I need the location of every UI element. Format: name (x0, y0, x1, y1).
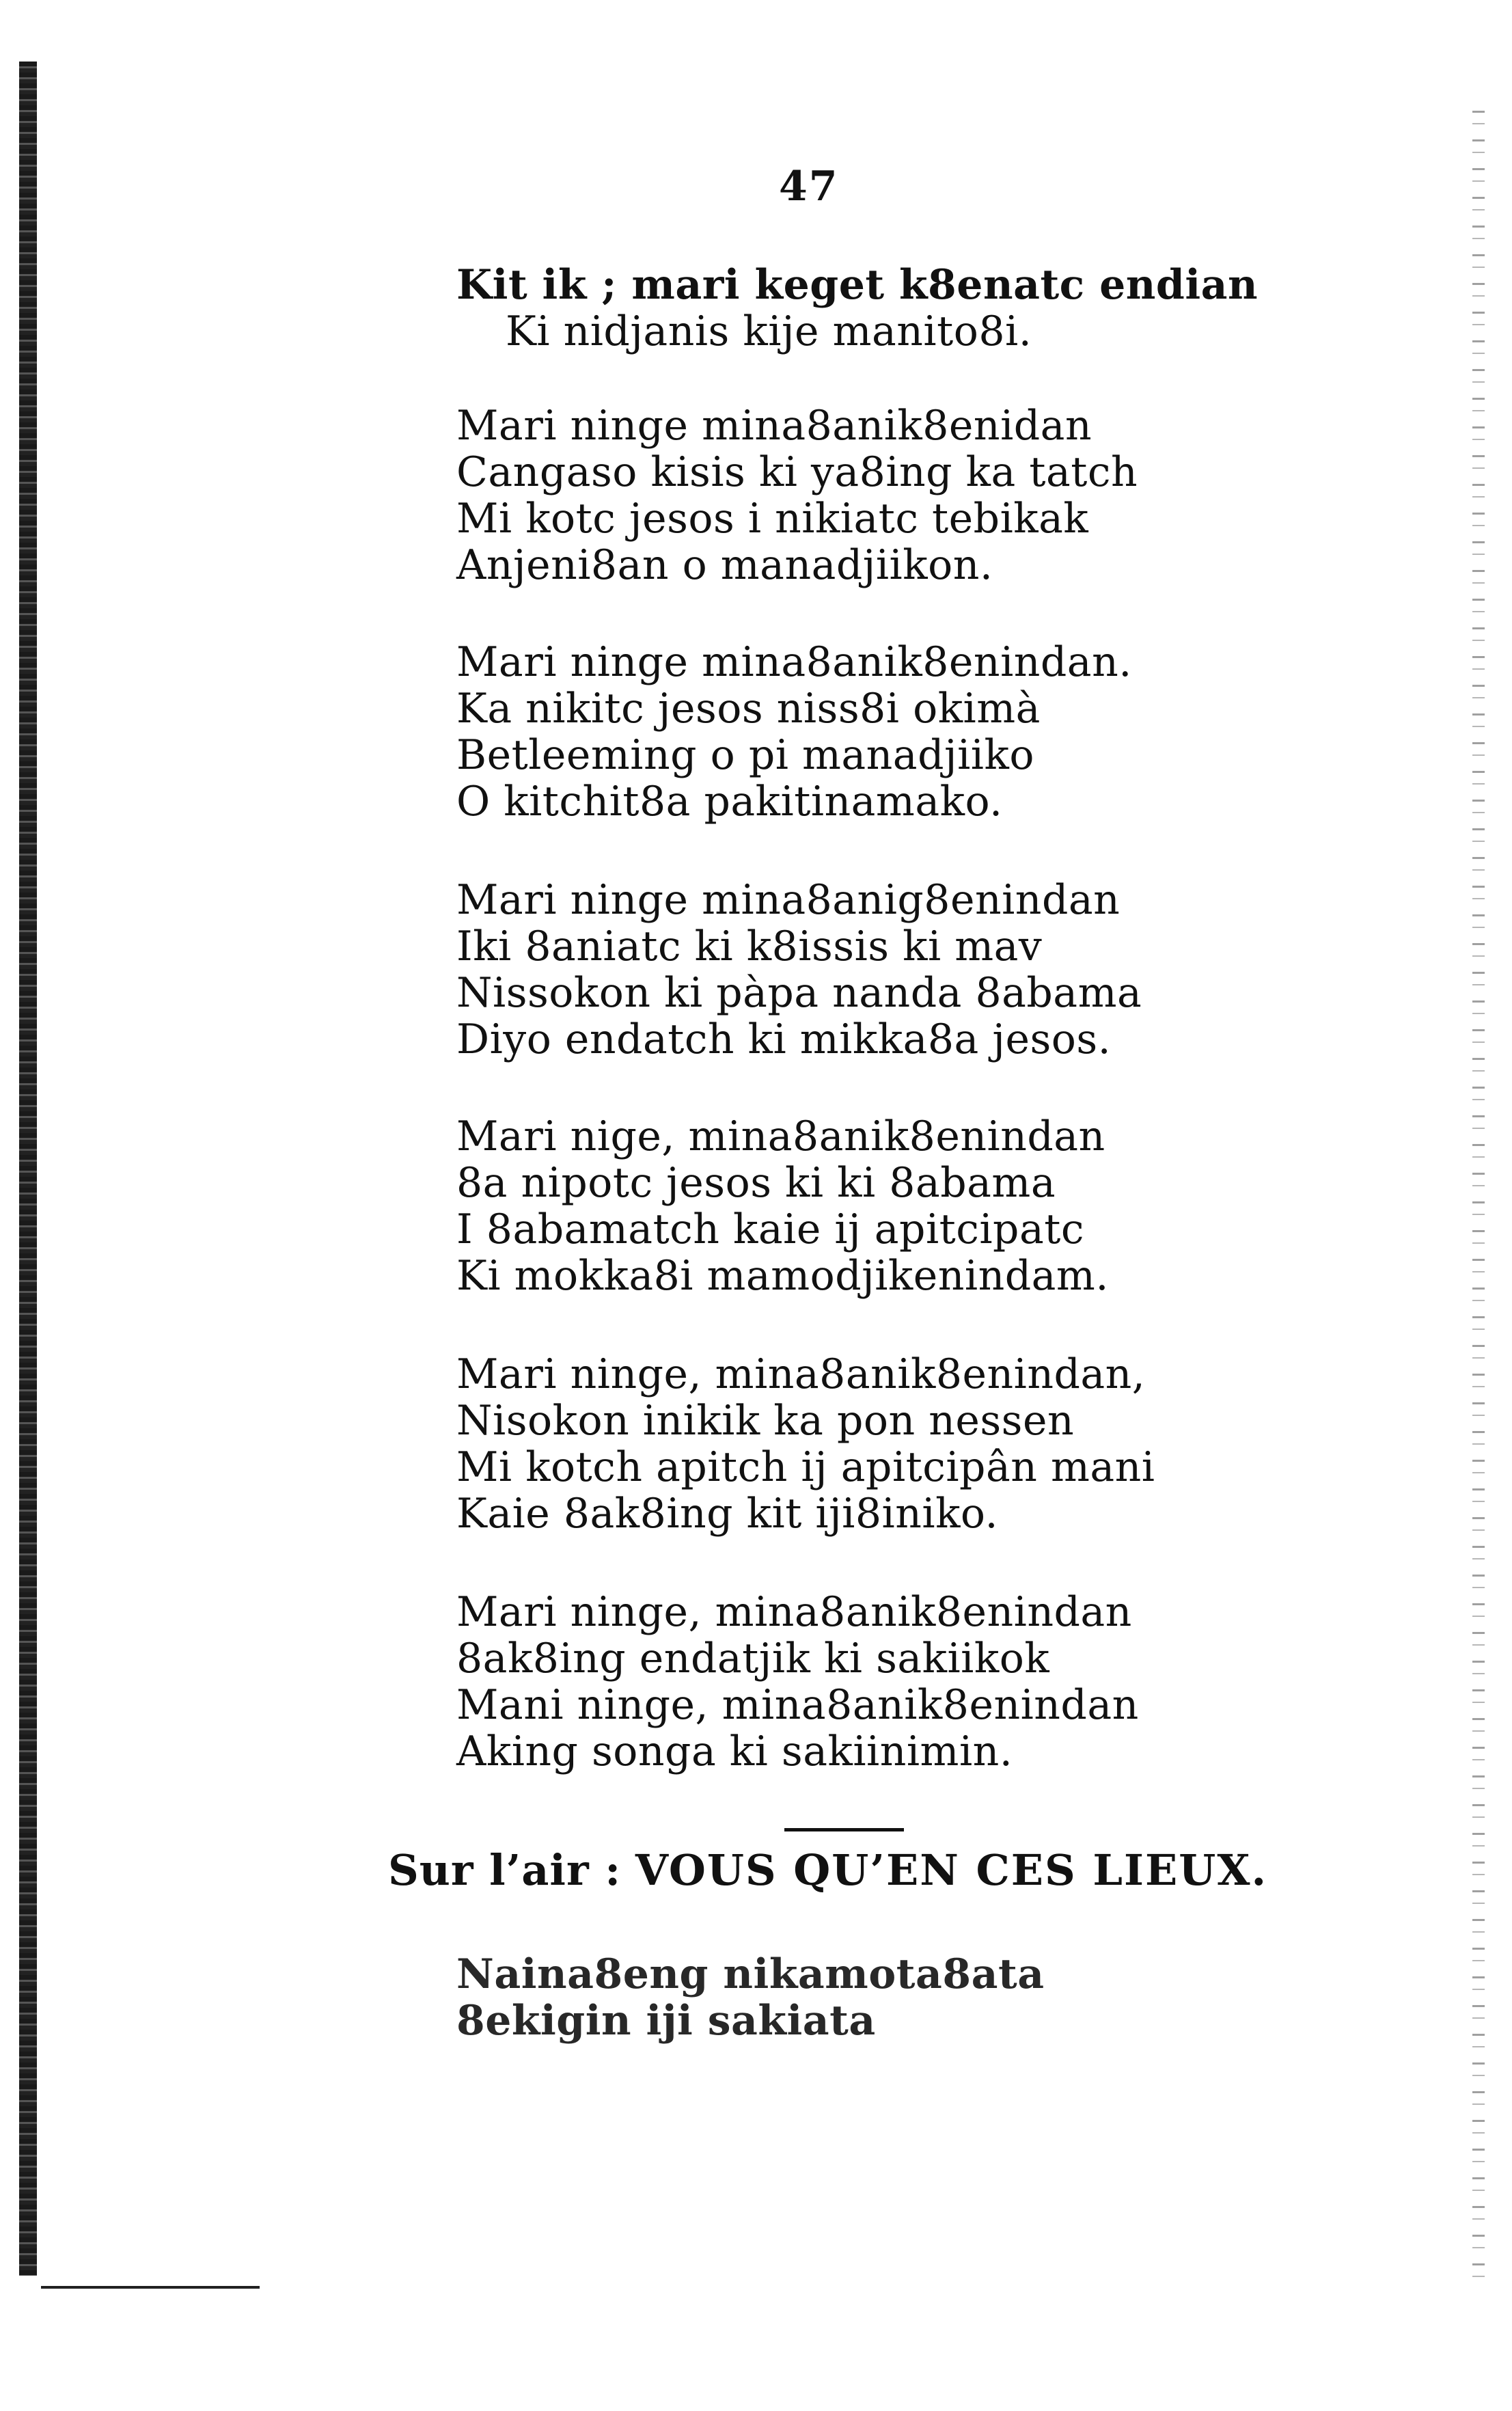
intro-line-1: Kit ik ; mari keget k8enatc endian (456, 261, 1259, 309)
stanza-5-line-1: Mari ninge, mina8anik8enindan, (456, 1350, 1146, 1398)
stanza-2-line-2: Ka nikitc jesos niss8i okimà (456, 685, 1041, 733)
stanza-5-line-4: Kaie 8ak8ing kit iji8iniko. (456, 1490, 999, 1538)
stanza-5-line-3: Mi kotch apitch ij apitcipân mani (456, 1443, 1155, 1491)
stanza-1-line-2: Cangaso kisis ki ya8ing ka tatch (456, 448, 1138, 496)
air-heading (388, 1845, 1267, 1895)
next-song-line-2: 8ekigin iji sakiata (456, 1997, 876, 2045)
stanza-4-line-4: Ki mokka8i mamodjikenindam. (456, 1252, 1109, 1300)
stanza-6-line-2: 8ak8ing endatjik ki sakiikok (456, 1635, 1050, 1683)
stanza-3-line-1: Mari ninge mina8anig8enindan (456, 876, 1121, 924)
stanza-2-line-4: O kitchit8a pakitinamako. (456, 778, 1003, 826)
stanza-3-line-4: Diyo endatch ki mikka8a jesos. (456, 1016, 1112, 1063)
stanza-1-line-3: Mi kotc jesos i nikiatc tebikak (456, 495, 1089, 543)
stanza-2-line-1: Mari ninge mina8anik8enindan. (456, 638, 1132, 686)
page-binding-edge (19, 62, 37, 2276)
intro-line-2: Ki nidjanis kije manito8i. (506, 308, 1032, 355)
page-outer-edge (1472, 96, 1485, 2283)
bottom-edge-mark (41, 2286, 260, 2289)
page-number: 47 (779, 163, 839, 210)
air-label: Sur l’air : (388, 1845, 622, 1895)
stanza-1-line-1: Mari ninge mina8anik8enidan (456, 402, 1092, 450)
next-song-line-1: Naina8eng nikamota8ata (456, 1950, 1045, 1998)
stanza-6-line-4: Aking songa ki sakiinimin. (456, 1728, 1013, 1775)
stanza-2-line-3: Betleeming o pi manadjiiko (456, 731, 1034, 779)
stanza-5-line-2: Nisokon inikik ka pon nessen (456, 1397, 1075, 1445)
stanza-6-line-3: Mani ninge, mina8anik8enindan (456, 1681, 1139, 1729)
stanza-3-line-2: Iki 8aniatc ki k8issis ki mav (456, 923, 1043, 970)
stanza-3-line-3: Nissokon ki pàpa nanda 8abama (456, 969, 1142, 1017)
stanza-1-line-4: Anjeni8an o manadjiikon. (456, 541, 993, 589)
stanza-4-line-2: 8a nipotc jesos ki ki 8abama (456, 1159, 1056, 1207)
stanza-6-line-1: Mari ninge, mina8anik8enindan (456, 1588, 1132, 1636)
section-separator (784, 1828, 904, 1831)
air-title: VOUS QU’EN CES LIEUX. (635, 1845, 1268, 1895)
stanza-4-line-3: I 8abamatch kaie ij apitcipatc (456, 1206, 1084, 1253)
stanza-4-line-1: Mari nige, mina8anik8enindan (456, 1113, 1105, 1160)
